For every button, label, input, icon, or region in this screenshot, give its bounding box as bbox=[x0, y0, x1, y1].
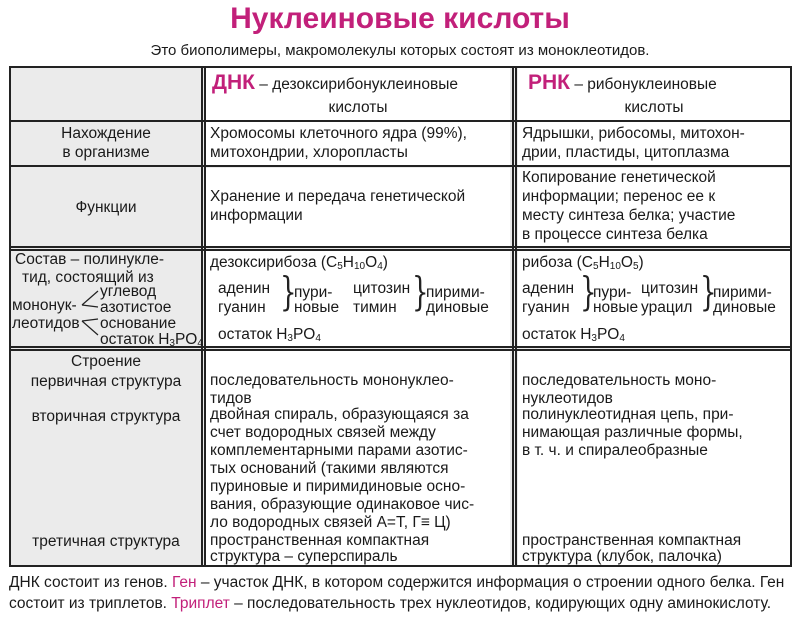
rna-primary-2: нуклеотидов bbox=[522, 390, 613, 407]
composition-part-1: углевод bbox=[100, 283, 157, 300]
dna-secondary-4: тых оснований (такими являются bbox=[210, 460, 449, 477]
footer-paragraph: ДНК состоит из генов. Ген – участок ДНК, в котором содержится информация о строении одного белка. Ген состоит из триплетов. Триплет – последовательность трех нуклеотидов, кодирующих одну аминокислоту. bbox=[9, 574, 785, 612]
rna-purine-1: пури- bbox=[593, 284, 632, 301]
rna-primary-1: последовательность моно- bbox=[522, 372, 717, 389]
composition-connector-lines bbox=[80, 285, 102, 341]
rna-name-1: – рибонуклеиновые bbox=[574, 76, 717, 93]
rna-function-2: информации; перенос ее к bbox=[522, 188, 716, 205]
dna-secondary-7: ло водородных связей А=Т, Г≡ Ц) bbox=[210, 514, 451, 531]
functions-label: Функции bbox=[75, 199, 137, 216]
rna-phosphate: остаток $H_3PO_4$ bbox=[522, 326, 625, 344]
dna-secondary-6: вания, образующие одинаковое чис- bbox=[210, 496, 475, 513]
composition-part-2: азотистое bbox=[100, 299, 172, 316]
rna-header bbox=[528, 73, 717, 94]
dna-function-1: Хранение и передача генетической bbox=[210, 188, 466, 205]
composition-mono-2: леотидов bbox=[12, 315, 80, 332]
composition-label-2: тид, состоящий из bbox=[22, 269, 154, 286]
dna-purine-2: новые bbox=[294, 299, 340, 316]
rna-purine-2: новые bbox=[593, 299, 639, 316]
composition-part-3: основание bbox=[100, 315, 177, 332]
tertiary-structure-label: третичная структура bbox=[32, 533, 180, 550]
gene-term: Ген bbox=[171, 574, 197, 591]
composition-label-1: Состав – полинукле- bbox=[15, 251, 165, 268]
dna-purine-1: пури- bbox=[294, 284, 333, 301]
dna-name-2: кислоты bbox=[328, 99, 388, 116]
rna-pyrimidine-2: диновые bbox=[713, 299, 776, 316]
rna-location-1: Ядрышки, рибосомы, митохон- bbox=[522, 125, 745, 142]
composition-mono-1: мононук- bbox=[12, 297, 77, 314]
rna-sugar: рибоза $(C_5H_{10}O_5)$ bbox=[522, 254, 644, 272]
dna-purine-brace-icon: } bbox=[280, 270, 297, 316]
dna-thymine: тимин bbox=[353, 299, 397, 316]
dna-pyrimidine-1: пирими- bbox=[426, 284, 485, 301]
structure-label: Строение bbox=[71, 353, 141, 370]
location-label-2: в организме bbox=[62, 144, 150, 161]
rna-abbr: РНК bbox=[528, 71, 570, 94]
dna-phosphate: остаток $H_3PO_4$ bbox=[218, 326, 321, 344]
rna-name-2: кислоты bbox=[624, 99, 684, 116]
dna-location-1: Хромосомы клеточного ядра (99%), bbox=[210, 125, 467, 142]
rna-secondary-3: в т. ч. и спиралеобразные bbox=[522, 442, 708, 459]
dna-header bbox=[212, 73, 458, 94]
location-label-1: Нахождение bbox=[61, 125, 151, 142]
composition-part-4: остаток $H_3PO_4$ bbox=[100, 331, 203, 349]
dna-cytosine: цитозин bbox=[353, 280, 411, 297]
dna-pyrimidine-brace-icon: } bbox=[412, 270, 429, 316]
dna-secondary-1: двойная спираль, образующаяся за bbox=[210, 406, 469, 423]
rna-tertiary-2: структура (клубок, палочка) bbox=[522, 548, 722, 565]
rna-guanine: гуанин bbox=[522, 299, 570, 316]
rna-tertiary-1: пространственная компактная bbox=[522, 532, 742, 549]
rna-function-1: Копирование генетической bbox=[522, 169, 716, 186]
dna-adenine: аденин bbox=[218, 280, 271, 297]
secondary-structure-label: вторичная структура bbox=[31, 408, 181, 425]
rna-cytosine: цитозин bbox=[641, 280, 699, 297]
dna-sugar: дезоксирибоза $(C_5H_{10}O_4)$ bbox=[210, 254, 388, 272]
rna-location-2: дрии, пластиды, цитоплазма bbox=[522, 144, 730, 161]
dna-tertiary-1: пространственная компактная bbox=[210, 532, 430, 549]
dna-location-2: митохондрии, хлоропласты bbox=[210, 144, 408, 161]
rna-uracil: урацил bbox=[641, 299, 693, 316]
dna-tertiary-2: структура – суперспираль bbox=[210, 548, 398, 565]
dna-name-1: – дезоксирибонуклеиновые bbox=[259, 76, 458, 93]
page-title: Нуклеиновые кислоты bbox=[230, 2, 570, 35]
dna-secondary-2: счет водородных связей между bbox=[210, 424, 436, 441]
rna-pyrimidine-brace-icon: } bbox=[700, 270, 717, 316]
dna-primary-2: тидов bbox=[210, 390, 252, 407]
dna-secondary-5: пуриновые и пиримидиновые осно- bbox=[210, 478, 466, 495]
page-subtitle: Это биополимеры, макромолекулы которых состоят из моноклеотидов. bbox=[150, 42, 650, 59]
rna-pyrimidine-1: пирими- bbox=[713, 284, 772, 301]
dna-pyrimidine-2: диновые bbox=[426, 299, 489, 316]
triplet-term: Триплет bbox=[171, 595, 230, 612]
primary-structure-label: первичная структура bbox=[30, 373, 182, 390]
rna-function-4: в процессе синтеза белка bbox=[522, 226, 708, 243]
dna-function-2: информации bbox=[210, 207, 303, 224]
rna-secondary-2: нимающая различные формы, bbox=[522, 424, 743, 441]
rna-purine-brace-icon: } bbox=[580, 270, 597, 316]
rna-function-3: месту синтеза белка; участие bbox=[522, 207, 736, 224]
dna-abbr: ДНК bbox=[212, 71, 255, 94]
dna-guanine: гуанин bbox=[218, 299, 266, 316]
rna-secondary-1: полинуклеотидная цепь, при- bbox=[522, 406, 734, 423]
dna-secondary-3: комплементарными парами азотис- bbox=[210, 442, 468, 459]
dna-primary-1: последовательность мононуклео- bbox=[210, 372, 454, 389]
rna-adenine: аденин bbox=[522, 280, 575, 297]
